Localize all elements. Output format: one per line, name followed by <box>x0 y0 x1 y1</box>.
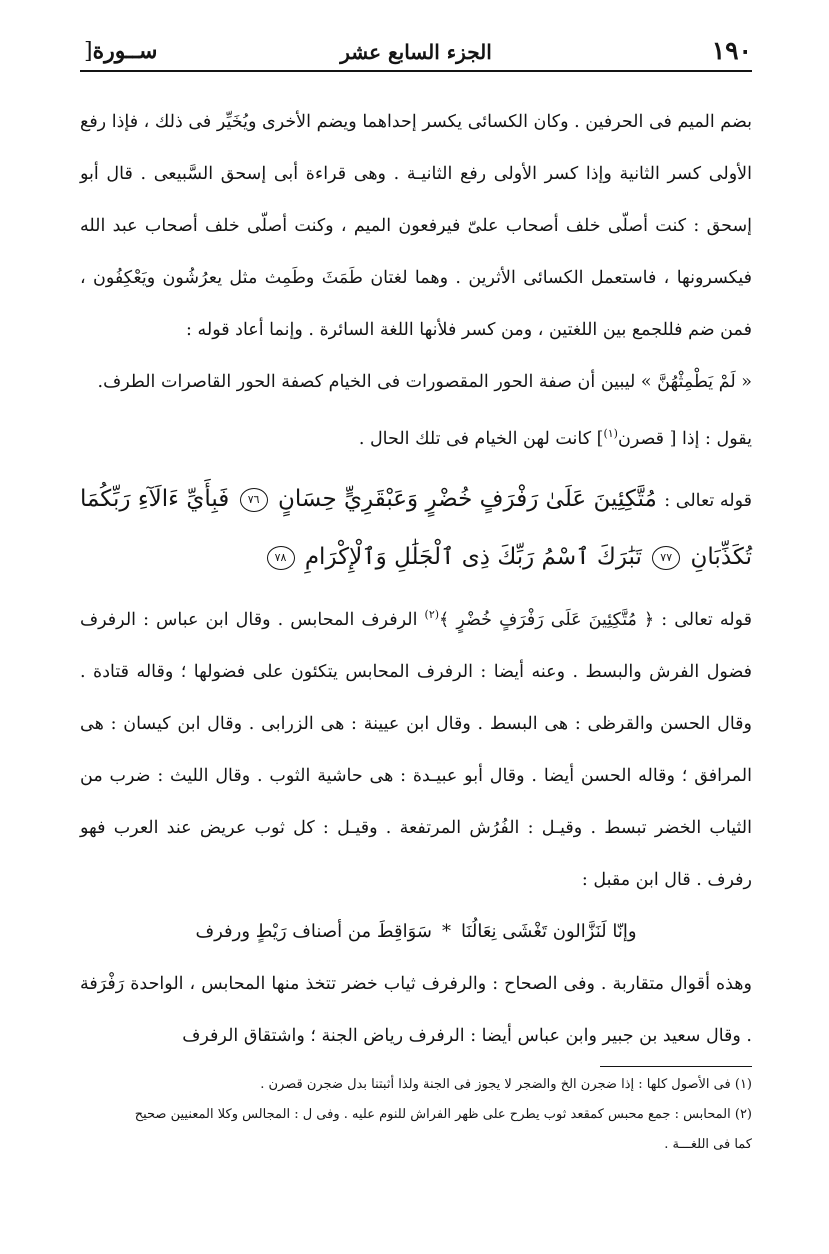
quran-verses <box>80 471 752 585</box>
verse-number-78: ٧٨ <box>267 546 295 570</box>
footnote-2: (٢) المحابس : جمع محبس كمقعد ثوب يطرح على ظهر الفراش للنوم عليه . وفى ل : المجالس وكلا المعنيين صحيح <box>134 1107 752 1122</box>
sura-label: ســورة <box>92 38 158 64</box>
footnote-marker-2: (٢) <box>424 607 440 621</box>
footnotes <box>80 1070 752 1160</box>
paragraph-3 <box>80 408 752 465</box>
paragraph-4-text-b: الرفرف المحابس . وقال ابن عباس : الرفرف فضول الفرش والبسط . وعنه أيضا : الرفرف المحابس يتكئون على فضولها ؛ وقاله قتادة . وقال الحسن والقرظى : هى البسط . وقال ابن عيينة : هى الزرابى . وقال ابن كيسان : هى المرافق ؛ وقاله الحسن أيضا . وقال أبو عبيـدة : هى حاشية الثوب . وقال الليث : ضرب من الثياب الخضر تبسط . وقيـل : الفُرُش المرتفعة . وقيـل : كل ثوب عريض عند العرب فهو رفرف . قال ابن مقبل : <box>80 609 752 890</box>
verse-number-77: ٧٧ <box>652 546 680 570</box>
verse-number-76: ٧٦ <box>240 488 268 512</box>
main-text <box>80 96 752 1062</box>
poem-verse <box>80 906 752 958</box>
part-title: الجزء السابع عشر <box>340 40 492 64</box>
verse-77: فَبِأَيِّ ءَالَآءِ رَبِّكُمَا تُكَذِّبَانِ <box>80 485 752 570</box>
paragraph-4-text-a: قوله تعالى : ﴿ مُتَّكِئِينَ عَلَى رَفْرَفٍ خُضْرٍ ﴾ <box>439 609 752 630</box>
footnote-rule <box>600 1066 752 1067</box>
footnote-marker-1: (١) <box>603 427 618 440</box>
footnote-1: (١) فى الأصول كلها : إذا ضجرن الخ والضجر لا يجوز فى الجنة ولذا أثبتنا بدل ضجرن قصرن . <box>260 1077 752 1092</box>
verse-intro: قوله تعالى : <box>664 490 753 511</box>
verse-76: مُتَّكِئِينَ عَلَىٰ رَفْرَفٍ خُضْرٍ وَعَبْقَرِيٍّ حِسَانٍ <box>278 485 657 512</box>
header-rule <box>80 70 752 72</box>
paragraph-2: « لَمْ يَطْمِثْهُنَّ » ليبين أن صفة الحور المقصورات فى الخيام كصفة الحور القاصرات الطرف. <box>97 372 752 392</box>
footnote-2-continued: كما فى اللغـــة . <box>664 1137 752 1152</box>
paragraph-4 <box>80 589 752 906</box>
verse-78: تَبَٰرَكَ ٱسْمُ رَبِّكَ ذِى ٱلْجَلَٰلِ وَٱلْإِكْرَامِ <box>304 543 642 570</box>
paragraph-1: بضم الميم فى الحرفين . وكان الكسائى يكسر إحداهما ويضم الأخرى ويُخَيِّر فى ذلك ، فإذا رفع الأولى كسر الثانية وإذا كسر الأولى رفع الثانيـة . وهى قراءة أبى إسحق السَّبيعى . قال أبو إسحق : كنت أصلّى خلف أصحاب علىّ فيرفعون الميم ، وكنت أصلّى خلف أصحاب عبد الله فيكسرونها ، فاستعمل الكسائى الأثرين . وهما لغتان طَمَثَ وطَمِث مثل يعرُشُون ويَعْكِفُون ، فمن ضم فللجمع بين اللغتين ، ومن كسر فلأنها اللغة السائرة . وإنما أعاد قوله : <box>80 112 752 340</box>
page-number: ١٩٠ <box>711 36 752 65</box>
poem-first-hemistich: وإنّا لَنَزَّالون تَغْشَى نِعَالُنَا <box>460 920 637 942</box>
paragraph-5: وهذه أقوال متقاربة . وفى الصحاح : والرفرف ثياب خضر تتخذ منها المحابس ، الواحدة رَفْرَفة . وقال سعيد بن جبير وابن عباس أيضا : الرفرف رياض الجنة ؛ واشتقاق الرفرف <box>80 973 752 1046</box>
sura-name <box>80 38 157 64</box>
paragraph-3-text-a: يقول : إذا [ قصرن <box>617 428 752 449</box>
poem-second-hemistich: سَوَاقِطَ من أصناف رَيْطٍ ورفرف <box>195 920 432 942</box>
paragraph-3-text-b: ] كانت لهن الخيام فى تلك الحال . <box>358 428 604 449</box>
sura-bracket: [ <box>84 39 93 64</box>
poem-separator: * <box>441 920 451 942</box>
